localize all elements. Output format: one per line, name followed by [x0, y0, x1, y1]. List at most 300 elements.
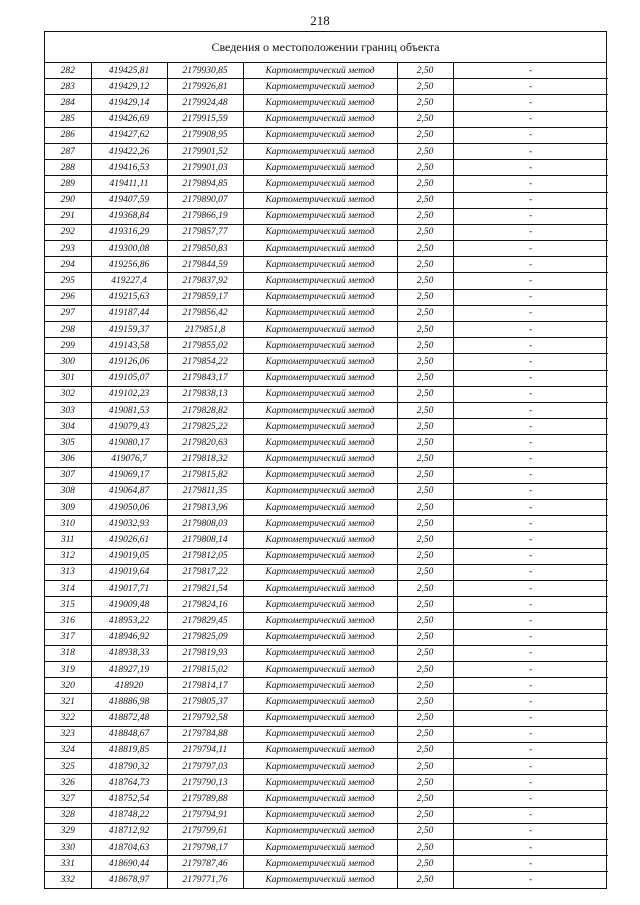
y-coordinate-cell: 2179821,54 [167, 581, 243, 597]
y-coordinate-cell: 2179844,59 [167, 257, 243, 273]
method-cell: Картометрический метод [243, 483, 397, 499]
description-cell: - [453, 95, 608, 111]
accuracy-cell: 2,50 [397, 775, 453, 791]
y-coordinate-cell: 2179894,85 [167, 176, 243, 192]
table-row [45, 467, 608, 483]
method-cell: Картометрический метод [243, 435, 397, 451]
accuracy-cell: 2,50 [397, 224, 453, 240]
point-number-cell: 322 [45, 710, 91, 726]
accuracy-cell: 2,50 [397, 856, 453, 872]
y-coordinate-cell: 2179828,82 [167, 402, 243, 418]
accuracy-cell: 2,50 [397, 872, 453, 888]
x-coordinate-cell: 418790,32 [91, 759, 167, 775]
y-coordinate-cell: 2179915,59 [167, 111, 243, 127]
description-cell: - [453, 516, 608, 532]
description-cell: - [453, 532, 608, 548]
method-cell: Картометрический метод [243, 807, 397, 823]
description-cell: - [453, 678, 608, 694]
x-coordinate-cell: 419081,53 [91, 402, 167, 418]
accuracy-cell: 2,50 [397, 581, 453, 597]
y-coordinate-cell: 2179924,48 [167, 95, 243, 111]
point-number-cell: 303 [45, 402, 91, 418]
point-number-cell: 306 [45, 451, 91, 467]
y-coordinate-cell: 2179790,13 [167, 775, 243, 791]
y-coordinate-cell: 2179813,96 [167, 500, 243, 516]
table-row [45, 354, 608, 370]
y-coordinate-cell: 2179797,03 [167, 759, 243, 775]
y-coordinate-cell: 2179792,58 [167, 710, 243, 726]
accuracy-cell: 2,50 [397, 613, 453, 629]
y-coordinate-cell: 2179825,22 [167, 419, 243, 435]
x-coordinate-cell: 419102,23 [91, 386, 167, 402]
point-number-cell: 288 [45, 160, 91, 176]
accuracy-cell: 2,50 [397, 63, 453, 79]
accuracy-cell: 2,50 [397, 694, 453, 710]
x-coordinate-cell: 418712,92 [91, 823, 167, 839]
accuracy-cell: 2,50 [397, 823, 453, 839]
table-row [45, 111, 608, 127]
description-cell: - [453, 354, 608, 370]
accuracy-cell: 2,50 [397, 143, 453, 159]
x-coordinate-cell: 419009,48 [91, 597, 167, 613]
method-cell: Картометрический метод [243, 532, 397, 548]
x-coordinate-cell: 419411,11 [91, 176, 167, 192]
method-cell: Картометрический метод [243, 176, 397, 192]
x-coordinate-cell: 419426,69 [91, 111, 167, 127]
method-cell: Картометрический метод [243, 645, 397, 661]
table-row [45, 726, 608, 742]
method-cell: Картометрический метод [243, 516, 397, 532]
point-number-cell: 282 [45, 63, 91, 79]
y-coordinate-cell: 2179859,17 [167, 289, 243, 305]
method-cell: Картометрический метод [243, 143, 397, 159]
coordinates-table-body [45, 63, 608, 888]
accuracy-cell: 2,50 [397, 759, 453, 775]
table-row [45, 322, 608, 338]
point-number-cell: 293 [45, 241, 91, 257]
x-coordinate-cell: 418953,22 [91, 613, 167, 629]
table-row [45, 63, 608, 79]
point-number-cell: 329 [45, 823, 91, 839]
description-cell: - [453, 257, 608, 273]
x-coordinate-cell: 419105,07 [91, 370, 167, 386]
y-coordinate-cell: 2179798,17 [167, 840, 243, 856]
description-cell: - [453, 564, 608, 580]
x-coordinate-cell: 418946,92 [91, 629, 167, 645]
table-row [45, 581, 608, 597]
table-row [45, 694, 608, 710]
table-row [45, 661, 608, 677]
accuracy-cell: 2,50 [397, 516, 453, 532]
accuracy-cell: 2,50 [397, 192, 453, 208]
point-number-cell: 300 [45, 354, 91, 370]
method-cell: Картометрический метод [243, 823, 397, 839]
description-cell: - [453, 208, 608, 224]
point-number-cell: 324 [45, 742, 91, 758]
table-row [45, 143, 608, 159]
description-cell: - [453, 63, 608, 79]
x-coordinate-cell: 419069,17 [91, 467, 167, 483]
description-cell: - [453, 192, 608, 208]
accuracy-cell: 2,50 [397, 127, 453, 143]
method-cell: Картометрический метод [243, 500, 397, 516]
x-coordinate-cell: 418886,98 [91, 694, 167, 710]
method-cell: Картометрический метод [243, 775, 397, 791]
accuracy-cell: 2,50 [397, 451, 453, 467]
description-cell: - [453, 791, 608, 807]
x-coordinate-cell: 418678,97 [91, 872, 167, 888]
method-cell: Картометрический метод [243, 208, 397, 224]
description-cell: - [453, 241, 608, 257]
table-row [45, 273, 608, 289]
point-number-cell: 330 [45, 840, 91, 856]
description-cell: - [453, 127, 608, 143]
x-coordinate-cell: 418690,44 [91, 856, 167, 872]
table-row [45, 791, 608, 807]
point-number-cell: 316 [45, 613, 91, 629]
y-coordinate-cell: 2179794,11 [167, 742, 243, 758]
table-row [45, 613, 608, 629]
method-cell: Картометрический метод [243, 95, 397, 111]
x-coordinate-cell: 419368,84 [91, 208, 167, 224]
method-cell: Картометрический метод [243, 273, 397, 289]
description-cell: - [453, 402, 608, 418]
point-number-cell: 298 [45, 322, 91, 338]
y-coordinate-cell: 2179811,35 [167, 483, 243, 499]
coordinates-table [45, 63, 608, 888]
x-coordinate-cell: 419429,12 [91, 79, 167, 95]
y-coordinate-cell: 2179838,13 [167, 386, 243, 402]
description-cell: - [453, 224, 608, 240]
x-coordinate-cell: 418938,33 [91, 645, 167, 661]
y-coordinate-cell: 2179930,85 [167, 63, 243, 79]
point-number-cell: 287 [45, 143, 91, 159]
description-cell: - [453, 823, 608, 839]
y-coordinate-cell: 2179824,16 [167, 597, 243, 613]
method-cell: Картометрический метод [243, 581, 397, 597]
description-cell: - [453, 483, 608, 499]
x-coordinate-cell: 418752,54 [91, 791, 167, 807]
accuracy-cell: 2,50 [397, 807, 453, 823]
y-coordinate-cell: 2179771,76 [167, 872, 243, 888]
method-cell: Картометрический метод [243, 192, 397, 208]
x-coordinate-cell: 419017,71 [91, 581, 167, 597]
description-cell: - [453, 775, 608, 791]
point-number-cell: 299 [45, 338, 91, 354]
x-coordinate-cell: 419187,44 [91, 305, 167, 321]
x-coordinate-cell: 419159,37 [91, 322, 167, 338]
table-row [45, 289, 608, 305]
description-cell: - [453, 338, 608, 354]
table-row [45, 338, 608, 354]
point-number-cell: 310 [45, 516, 91, 532]
x-coordinate-cell: 418920 [91, 678, 167, 694]
table-row [45, 305, 608, 321]
table-row [45, 710, 608, 726]
table-row [45, 95, 608, 111]
accuracy-cell: 2,50 [397, 564, 453, 580]
y-coordinate-cell: 2179815,02 [167, 661, 243, 677]
description-cell: - [453, 370, 608, 386]
description-cell: - [453, 160, 608, 176]
accuracy-cell: 2,50 [397, 257, 453, 273]
point-number-cell: 313 [45, 564, 91, 580]
accuracy-cell: 2,50 [397, 548, 453, 564]
description-cell: - [453, 386, 608, 402]
point-number-cell: 307 [45, 467, 91, 483]
accuracy-cell: 2,50 [397, 645, 453, 661]
point-number-cell: 297 [45, 305, 91, 321]
point-number-cell: 296 [45, 289, 91, 305]
table-row [45, 435, 608, 451]
method-cell: Картометрический метод [243, 402, 397, 418]
table-row [45, 500, 608, 516]
table-row [45, 840, 608, 856]
x-coordinate-cell: 418819,85 [91, 742, 167, 758]
accuracy-cell: 2,50 [397, 402, 453, 418]
table-row [45, 370, 608, 386]
point-number-cell: 284 [45, 95, 91, 111]
accuracy-cell: 2,50 [397, 338, 453, 354]
x-coordinate-cell: 419416,53 [91, 160, 167, 176]
point-number-cell: 326 [45, 775, 91, 791]
description-cell: - [453, 629, 608, 645]
table-row [45, 79, 608, 95]
x-coordinate-cell: 419316,29 [91, 224, 167, 240]
description-cell: - [453, 289, 608, 305]
point-number-cell: 317 [45, 629, 91, 645]
accuracy-cell: 2,50 [397, 370, 453, 386]
x-coordinate-cell: 419425,81 [91, 63, 167, 79]
accuracy-cell: 2,50 [397, 661, 453, 677]
x-coordinate-cell: 419300,08 [91, 241, 167, 257]
x-coordinate-cell: 418872,48 [91, 710, 167, 726]
method-cell: Картометрический метод [243, 678, 397, 694]
y-coordinate-cell: 2179901,03 [167, 160, 243, 176]
point-number-cell: 285 [45, 111, 91, 127]
accuracy-cell: 2,50 [397, 160, 453, 176]
accuracy-cell: 2,50 [397, 289, 453, 305]
table-row [45, 176, 608, 192]
point-number-cell: 327 [45, 791, 91, 807]
accuracy-cell: 2,50 [397, 597, 453, 613]
description-cell: - [453, 79, 608, 95]
y-coordinate-cell: 2179908,95 [167, 127, 243, 143]
accuracy-cell: 2,50 [397, 840, 453, 856]
method-cell: Картометрический метод [243, 322, 397, 338]
point-number-cell: 291 [45, 208, 91, 224]
accuracy-cell: 2,50 [397, 208, 453, 224]
y-coordinate-cell: 2179787,46 [167, 856, 243, 872]
table-row [45, 532, 608, 548]
table-row [45, 127, 608, 143]
y-coordinate-cell: 2179825,09 [167, 629, 243, 645]
accuracy-cell: 2,50 [397, 79, 453, 95]
accuracy-cell: 2,50 [397, 111, 453, 127]
table-row [45, 548, 608, 564]
description-cell: - [453, 661, 608, 677]
x-coordinate-cell: 419026,61 [91, 532, 167, 548]
accuracy-cell: 2,50 [397, 273, 453, 289]
table-row [45, 386, 608, 402]
description-cell: - [453, 581, 608, 597]
x-coordinate-cell: 419126,06 [91, 354, 167, 370]
method-cell: Картометрический метод [243, 370, 397, 386]
table-row [45, 678, 608, 694]
x-coordinate-cell: 419064,87 [91, 483, 167, 499]
method-cell: Картометрический метод [243, 305, 397, 321]
x-coordinate-cell: 418704,63 [91, 840, 167, 856]
point-number-cell: 319 [45, 661, 91, 677]
method-cell: Картометрический метод [243, 127, 397, 143]
x-coordinate-cell: 419032,93 [91, 516, 167, 532]
method-cell: Картометрический метод [243, 564, 397, 580]
point-number-cell: 314 [45, 581, 91, 597]
method-cell: Картометрический метод [243, 111, 397, 127]
x-coordinate-cell: 419422,26 [91, 143, 167, 159]
table-row [45, 160, 608, 176]
description-cell: - [453, 726, 608, 742]
point-number-cell: 315 [45, 597, 91, 613]
y-coordinate-cell: 2179818,32 [167, 451, 243, 467]
table-row [45, 742, 608, 758]
accuracy-cell: 2,50 [397, 467, 453, 483]
description-cell: - [453, 273, 608, 289]
y-coordinate-cell: 2179850,83 [167, 241, 243, 257]
accuracy-cell: 2,50 [397, 435, 453, 451]
accuracy-cell: 2,50 [397, 322, 453, 338]
x-coordinate-cell: 419256,86 [91, 257, 167, 273]
y-coordinate-cell: 2179817,22 [167, 564, 243, 580]
table-row [45, 241, 608, 257]
table-row [45, 451, 608, 467]
method-cell: Картометрический метод [243, 160, 397, 176]
y-coordinate-cell: 2179805,37 [167, 694, 243, 710]
description-cell: - [453, 322, 608, 338]
x-coordinate-cell: 419143,58 [91, 338, 167, 354]
y-coordinate-cell: 2179866,19 [167, 208, 243, 224]
point-number-cell: 301 [45, 370, 91, 386]
method-cell: Картометрический метод [243, 338, 397, 354]
description-cell: - [453, 435, 608, 451]
x-coordinate-cell: 419019,05 [91, 548, 167, 564]
y-coordinate-cell: 2179926,81 [167, 79, 243, 95]
description-cell: - [453, 856, 608, 872]
y-coordinate-cell: 2179794,91 [167, 807, 243, 823]
table-row [45, 516, 608, 532]
x-coordinate-cell: 419079,43 [91, 419, 167, 435]
description-cell: - [453, 840, 608, 856]
point-number-cell: 289 [45, 176, 91, 192]
x-coordinate-cell: 419429,14 [91, 95, 167, 111]
point-number-cell: 325 [45, 759, 91, 775]
method-cell: Картометрический метод [243, 386, 397, 402]
description-cell: - [453, 710, 608, 726]
table-row [45, 208, 608, 224]
method-cell: Картометрический метод [243, 694, 397, 710]
x-coordinate-cell: 418927,19 [91, 661, 167, 677]
point-number-cell: 320 [45, 678, 91, 694]
point-number-cell: 302 [45, 386, 91, 402]
table-row [45, 823, 608, 839]
y-coordinate-cell: 2179837,92 [167, 273, 243, 289]
table-row [45, 483, 608, 499]
method-cell: Картометрический метод [243, 467, 397, 483]
page-number: 218 [310, 13, 330, 28]
accuracy-cell: 2,50 [397, 95, 453, 111]
method-cell: Картометрический метод [243, 597, 397, 613]
point-number-cell: 323 [45, 726, 91, 742]
boundaries-table-frame [44, 31, 607, 889]
description-cell: - [453, 694, 608, 710]
y-coordinate-cell: 2179808,14 [167, 532, 243, 548]
y-coordinate-cell: 2179819,93 [167, 645, 243, 661]
accuracy-cell: 2,50 [397, 629, 453, 645]
y-coordinate-cell: 2179820,63 [167, 435, 243, 451]
accuracy-cell: 2,50 [397, 710, 453, 726]
y-coordinate-cell: 2179808,03 [167, 516, 243, 532]
y-coordinate-cell: 2179851,8 [167, 322, 243, 338]
x-coordinate-cell: 418848,67 [91, 726, 167, 742]
method-cell: Картометрический метод [243, 742, 397, 758]
accuracy-cell: 2,50 [397, 532, 453, 548]
point-number-cell: 321 [45, 694, 91, 710]
description-cell: - [453, 742, 608, 758]
y-coordinate-cell: 2179857,77 [167, 224, 243, 240]
table-row [45, 224, 608, 240]
y-coordinate-cell: 2179815,82 [167, 467, 243, 483]
accuracy-cell: 2,50 [397, 726, 453, 742]
point-number-cell: 309 [45, 500, 91, 516]
y-coordinate-cell: 2179890,07 [167, 192, 243, 208]
point-number-cell: 283 [45, 79, 91, 95]
point-number-cell: 312 [45, 548, 91, 564]
accuracy-cell: 2,50 [397, 742, 453, 758]
table-row [45, 597, 608, 613]
description-cell: - [453, 451, 608, 467]
description-cell: - [453, 597, 608, 613]
method-cell: Картометрический метод [243, 791, 397, 807]
description-cell: - [453, 807, 608, 823]
y-coordinate-cell: 2179814,17 [167, 678, 243, 694]
description-cell: - [453, 111, 608, 127]
table-row [45, 856, 608, 872]
description-cell: - [453, 759, 608, 775]
accuracy-cell: 2,50 [397, 791, 453, 807]
x-coordinate-cell: 419080,17 [91, 435, 167, 451]
description-cell: - [453, 548, 608, 564]
method-cell: Картометрический метод [243, 224, 397, 240]
y-coordinate-cell: 2179784,88 [167, 726, 243, 742]
method-cell: Картометрический метод [243, 451, 397, 467]
table-row [45, 402, 608, 418]
x-coordinate-cell: 419227,4 [91, 273, 167, 289]
point-number-cell: 294 [45, 257, 91, 273]
method-cell: Картометрический метод [243, 613, 397, 629]
x-coordinate-cell: 419050,06 [91, 500, 167, 516]
accuracy-cell: 2,50 [397, 500, 453, 516]
table-row [45, 775, 608, 791]
description-cell: - [453, 176, 608, 192]
point-number-cell: 292 [45, 224, 91, 240]
description-cell: - [453, 613, 608, 629]
point-number-cell: 290 [45, 192, 91, 208]
y-coordinate-cell: 2179855,02 [167, 338, 243, 354]
point-number-cell: 331 [45, 856, 91, 872]
y-coordinate-cell: 2179789,88 [167, 791, 243, 807]
x-coordinate-cell: 419427,62 [91, 127, 167, 143]
accuracy-cell: 2,50 [397, 678, 453, 694]
